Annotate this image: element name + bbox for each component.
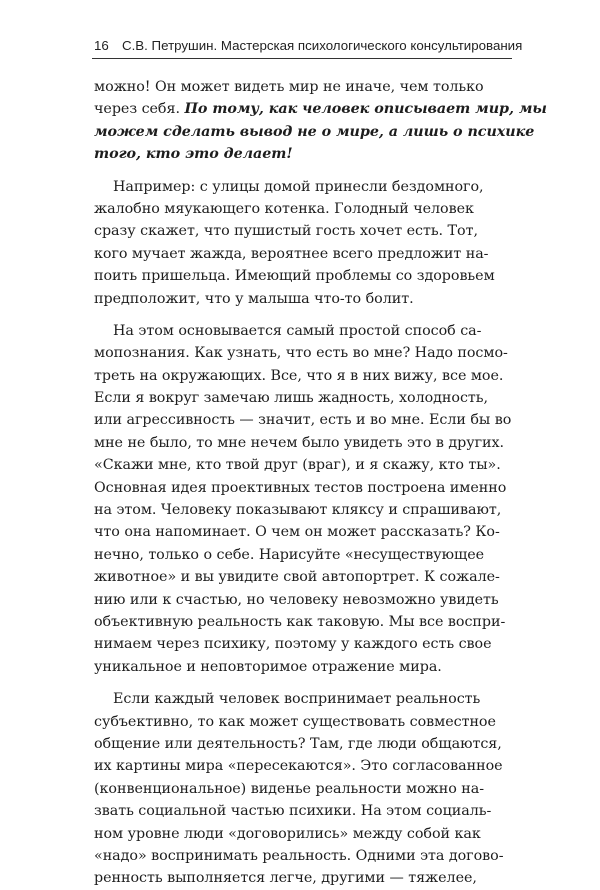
text-line: нию или к счастью, но человеку невозможно увидеть: [94, 591, 499, 608]
text-line: объективную реальность как таковую. Мы все воспри-: [94, 613, 506, 630]
emphasis-text: По тому, как человек описывает мир, мы: [184, 101, 547, 118]
emphasis-line: того, кто это делает!: [94, 146, 293, 163]
text-line-mixed: [94, 98, 547, 120]
emphasis-line: можем сделать вывод не о мире, а лишь о психике: [94, 123, 535, 140]
text-line: поить пришельца. Имеющий проблемы со здоровьем: [94, 268, 495, 285]
text-segment: через себя.: [94, 101, 185, 118]
text-line: Если каждый человек воспринимает реальность: [113, 691, 481, 708]
text-line: нечно, только о себе. Нарисуйте «несуществующее: [94, 546, 485, 563]
text-line: На этом основывается самый простой способ са-: [113, 322, 482, 339]
page-body: [94, 76, 547, 890]
text-line: Например: с улицы домой принесли бездомного,: [113, 178, 484, 195]
text-line: можно! Он может видеть мир не иначе, чем только: [94, 79, 484, 95]
text-line: на этом. Человеку показывают кляксу и спрашивают,: [94, 502, 502, 519]
running-title: С.В. Петрушин. Мастерская психологического консультирования: [122, 38, 523, 53]
text-line: общение или деятельность? Там, где люди общаются,: [94, 735, 502, 752]
running-header: [94, 38, 523, 53]
text-line: Основная идея проективных тестов построена именно: [94, 479, 507, 496]
text-line: мне не было, то мне нечем было увидеть это в других.: [94, 434, 505, 451]
text-line: ном уровне люди «договорились» между собой как: [94, 825, 481, 842]
paragraph-gap: [94, 678, 514, 688]
text-line: субъективно, то как может существовать совместное: [94, 713, 496, 730]
text-line: нимаем через психику, поэтому у каждого есть свое: [94, 636, 492, 653]
text-line: Если я вокруг замечаю лишь жадность, холодность,: [94, 390, 489, 407]
header-rule: [92, 58, 512, 59]
text-line: треть на окружающих. Все, что я в них вижу, все мое.: [94, 367, 504, 384]
text-line: «Скажи мне, кто твой друг (враг), и я скажу, кто ты».: [94, 457, 501, 474]
text-line: звать социальной частью психики. На этом социаль-: [94, 803, 492, 820]
paragraph-1: [94, 76, 547, 166]
text-line: их картины мира «пересекаются». Это согласованное: [94, 758, 503, 775]
text-line: или агрессивность — значит, есть и во мне. Если бы во: [94, 412, 512, 429]
text-line: жалобно мяукающего котенка. Голодный человек: [94, 200, 474, 217]
text-line: животное» и вы увидите свой автопортрет. К сожале-: [94, 569, 500, 586]
text-line: ренность выполняется легче, другими — тяжелее,: [94, 870, 477, 887]
text-line: что она напоминает. О чем он может рассказать? Ко-: [94, 524, 500, 541]
page-number: 16: [94, 38, 109, 53]
paragraph-2: [94, 176, 514, 310]
text-line: кого мучает жажда, вероятнее всего предложит на-: [94, 245, 489, 262]
paragraph-gap: [94, 310, 514, 320]
text-line: предположит, что у малыша что-то болит.: [94, 290, 414, 307]
text-line: мопознания. Как узнать, что есть во мне? Надо посмо-: [94, 345, 508, 362]
text-line: «надо» воспринимать реальность. Одними эта догово-: [94, 847, 504, 864]
text-line: уникальное и неповторимое отражение мира.: [94, 658, 442, 675]
text-line: сразу скажет, что пушистый гость хочет есть. Тот,: [94, 223, 478, 240]
paragraph-gap: [94, 166, 514, 176]
paragraph-4: [94, 688, 514, 890]
text-line: (конвенциональное) виденье реальности можно на-: [94, 780, 485, 797]
paragraph-3: [94, 320, 514, 678]
